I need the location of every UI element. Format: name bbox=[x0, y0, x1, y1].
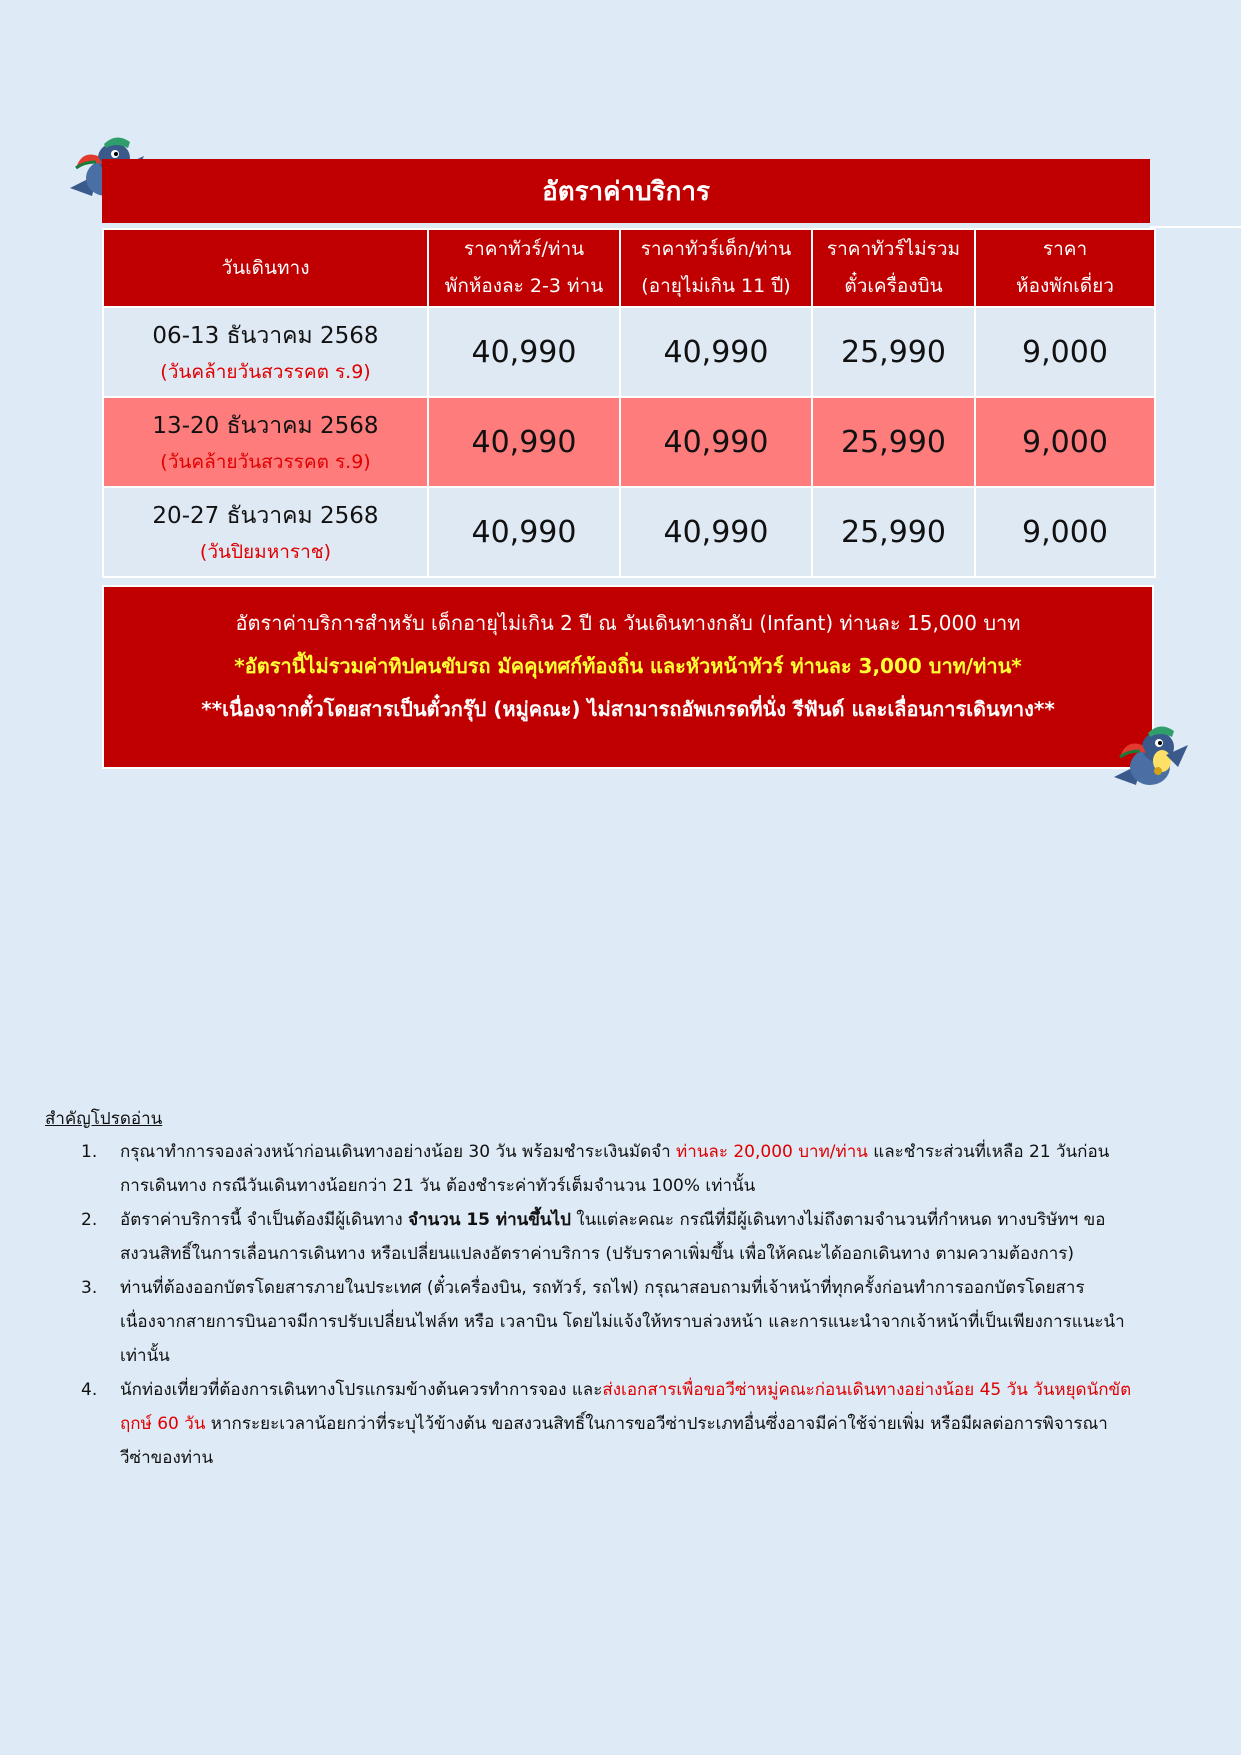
child-price-cell: 40,990 bbox=[620, 307, 812, 397]
toucan-mascot-icon bbox=[1106, 715, 1192, 801]
tip-note: *อัตรานี้ไม่รวมค่าทิปคนขับรถ มัคคุเทศก์ท้องถิ่น และหัวหน้าทัวร์ ท่านละ 3,000 บาท/ท่าน* bbox=[234, 654, 1022, 678]
adult-price-cell: 40,990 bbox=[428, 397, 620, 487]
header-single-room: ราคา ห้องพักเดี่ยว bbox=[975, 229, 1155, 307]
infant-price-note: อัตราค่าบริการสำหรับ เด็กอายุไม่เกิน 2 ปี ณ วันเดินทางกลับ (Infant) ท่านละ 15,000 บาท bbox=[235, 611, 1021, 635]
header-adult-price: ราคาทัวร์/ท่าน พักห้องละ 2-3 ท่าน bbox=[428, 229, 620, 307]
single-room-cell: 9,000 bbox=[975, 397, 1155, 487]
terms-list bbox=[72, 1135, 1137, 1475]
single-room-cell: 9,000 bbox=[975, 487, 1155, 577]
list-item: 2. อัตราค่าบริการนี้ จำเป็นต้องมีผู้เดินทาง จำนวน 15 ท่านขึ้นไป ในแต่ละคณะ กรณีที่มีผู้เดินทางไม่ถึงตามจำนวนที่กำหนด ทางบริษัทฯ ขอสงวนสิทธิ์ในการเลื่อนการเดินทาง หรือเปลี่ยนแปลงอัตราค่าบริการ (ปรับราคาเพิ่มขึ้น เพื่อให้คณะได้ออกเดินทาง ตามความต้องการ) bbox=[81, 1210, 1106, 1264]
table-header-row bbox=[103, 229, 1155, 307]
adult-price-cell: 40,990 bbox=[428, 307, 620, 397]
adult-price-cell: 40,990 bbox=[428, 487, 620, 577]
pricing-title: อัตราค่าบริการ bbox=[102, 159, 1150, 223]
date-cell: 06-13 ธันวาคม 2568 (วันคล้ายวันสวรรคต ร.9) bbox=[103, 307, 428, 397]
table-row bbox=[103, 487, 1155, 577]
date-cell: 20-27 ธันวาคม 2568 (วันปิยมหาราช) bbox=[103, 487, 428, 577]
important-heading: สำคัญโปรดอ่าน bbox=[45, 1109, 163, 1129]
no-ticket-price-cell: 25,990 bbox=[812, 307, 975, 397]
single-room-cell: 9,000 bbox=[975, 307, 1155, 397]
header-travel-date: วันเดินทาง bbox=[103, 229, 428, 307]
price-table bbox=[102, 228, 1156, 578]
price-notes-box bbox=[102, 585, 1154, 769]
header-child-price: ราคาทัวร์เด็ก/ท่าน (อายุไม่เกิน 11 ปี) bbox=[620, 229, 812, 307]
list-item: 1. กรุณาทำการจองล่วงหน้าก่อนเดินทางอย่างน้อย 30 วัน พร้อมชำระเงินมัดจำ ท่านละ 20,000 บาท/ท่าน และชำระส่วนที่เหลือ 21 วันก่อนการเดินทาง กรณีวันเดินทางน้อยกว่า 21 วัน ต้องชำระค่าทัวร์เต็มจำนวน 100% เท่านั้น bbox=[81, 1142, 1110, 1196]
child-price-cell: 40,990 bbox=[620, 487, 812, 577]
date-cell: 13-20 ธันวาคม 2568 (วันคล้ายวันสวรรคต ร.9) bbox=[103, 397, 428, 487]
child-price-cell: 40,990 bbox=[620, 397, 812, 487]
group-ticket-note: **เนื่องจากตั๋วโดยสารเป็นตั๋วกรุ๊ป (หมู่คณะ) ไม่สามารถอัพเกรดที่นั่ง รีฟันด์ และเลื่อนการเดินทาง** bbox=[201, 697, 1055, 721]
table-row bbox=[103, 397, 1155, 487]
list-item: 3. ท่านที่ต้องออกบัตรโดยสารภายในประเทศ (ตั๋วเครื่องบิน, รถทัวร์, รถไฟ) กรุณาสอบถามที่เจ้าหน้าที่ทุกครั้งก่อนทำการออกบัตรโดยสาร เนื่องจากสายการบินอาจมีการปรับเปลี่ยนไฟล์ท หรือ เวลาบิน โดยไม่แจ้งให้ทราบล่วงหน้า และการแนะนำจากเจ้าหน้าที่เป็นเพียงการแนะนำเท่านั้น bbox=[81, 1278, 1125, 1366]
table-row bbox=[103, 307, 1155, 397]
no-ticket-price-cell: 25,990 bbox=[812, 487, 975, 577]
no-ticket-price-cell: 25,990 bbox=[812, 397, 975, 487]
header-no-ticket-price: ราคาทัวร์ไม่รวม ตั๋วเครื่องบิน bbox=[812, 229, 975, 307]
divider-line bbox=[1150, 226, 1241, 228]
list-item: 4. นักท่องเที่ยวที่ต้องการเดินทางโปรแกรมข้างต้นควรทำการจอง และส่งเอกสารเพื่อขอวีซ่าหมู่คณะก่อนเดินทางอย่างน้อย 45 วัน วันหยุดนักขัตฤกษ์ 60 วัน หากระยะเวลาน้อยกว่าที่ระบุไว้ข้างต้น ขอสงวนสิทธิ์ในการขอวีซ่าประเภทอื่นซึ่งอาจมีค่าใช้จ่ายเพิ่ม หรือมีผลต่อการพิจารณาวีซ่าของท่าน bbox=[81, 1380, 1132, 1468]
